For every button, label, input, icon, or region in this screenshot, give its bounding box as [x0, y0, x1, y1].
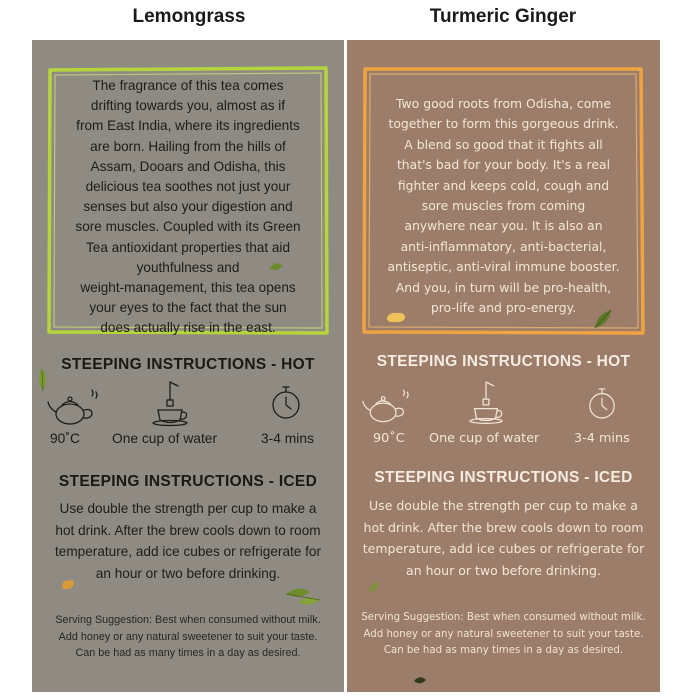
water-value: One cup of water: [112, 431, 218, 446]
desc-line: your eyes to the fact that the sun: [89, 300, 287, 316]
iced-line: Use double the strength per cup to make a: [369, 498, 638, 513]
turmeric-ginger-title: Turmeric Ginger: [429, 6, 577, 27]
iced-instructions: [353, 495, 654, 581]
description-frame: [47, 66, 329, 335]
water-value: One cup of water: [429, 431, 540, 446]
desc-line: delicious tea soothes not just your: [85, 179, 291, 195]
hot-heading: STEEPING INSTRUCTIONS - HOT: [376, 353, 631, 370]
desc-line: youthfulness and: [136, 259, 240, 275]
iced-heading: STEEPING INSTRUCTIONS - ICED: [58, 473, 318, 490]
time-value: 3-4 mins: [261, 431, 314, 446]
steeping-icons: [347, 386, 660, 430]
desc-line: drifting towards you, almost as if: [90, 98, 286, 114]
desc-line: Assam, Dooars and Odisha, this: [90, 158, 286, 174]
time-value: 3-4 mins: [574, 431, 630, 446]
timer-icon: [270, 382, 302, 422]
desc-line: fighter and keeps cold, cough and: [397, 177, 610, 193]
serving-line: Can be had as many times in a day as desired.: [75, 647, 301, 659]
desc-line: The fragrance of this tea comes: [92, 78, 284, 93]
serving-suggestion: [351, 610, 656, 660]
leaf-icon: [367, 580, 381, 594]
iced-line: an hour or two before drinking.: [406, 562, 601, 578]
iced-line: hot drink. After the brew cools down to room: [363, 519, 644, 535]
teacup-icon: [467, 380, 505, 424]
desc-line: And you, in turn will be pro-health,: [395, 279, 612, 295]
serving-suggestion: [36, 612, 340, 662]
serving-line: Serving Suggestion: Best when consumed without milk.: [55, 614, 321, 626]
desc-line: does actually rise in the east.: [100, 320, 276, 336]
desc-line: together to form this gorgeous drink.: [388, 116, 619, 132]
desc-line: weight-management, this tea opens: [80, 280, 296, 296]
ginger-icon: [60, 576, 76, 592]
leaf-icon: [413, 675, 427, 687]
serving-line: Add honey or any natural sweetener to suit your taste.: [58, 630, 318, 643]
teapot-icon: [46, 386, 98, 426]
lemongrass-description: [53, 76, 323, 339]
turmeric-ginger-panel: [347, 40, 660, 692]
desc-line: antiseptic, anti-viral immune booster.: [387, 259, 620, 275]
desc-line: sore muscles from coming: [421, 198, 586, 214]
desc-line: from East India, where its ingredients: [76, 118, 300, 134]
lemongrass-panel: [32, 40, 344, 692]
leaf-icon: [593, 308, 617, 332]
desc-line: pro-life and pro-energy.: [430, 300, 577, 316]
turmeric-icon: [385, 310, 407, 324]
desc-line: senses but also your digestion and: [83, 199, 293, 215]
leaf-icon: [284, 580, 324, 610]
desc-line: are born. Hailing from the hills of: [90, 138, 286, 154]
desc-line: sore muscles. Coupled with its Green: [75, 219, 301, 235]
desc-line: Two good roots from Odisha, come: [396, 96, 611, 111]
serving-line: Add honey or any natural sweetener to suit your taste.: [363, 628, 644, 640]
iced-instructions: [38, 498, 338, 584]
serving-line: Can be had as many times in a day as desired.: [383, 645, 624, 656]
desc-line: that's bad for your body. It's a real: [396, 157, 611, 173]
iced-line: an hour or two before drinking.: [95, 565, 281, 581]
iced-heading: STEEPING INSTRUCTIONS - ICED: [374, 469, 633, 486]
iced-line: hot drink. After the brew cools down to room: [55, 522, 321, 538]
teacup-icon: [150, 380, 190, 426]
temperature-value: 90˚C: [50, 431, 80, 446]
lemongrass-title: Lemongrass: [132, 6, 246, 27]
iced-line: temperature, add ice cubes or refrigerate for: [362, 541, 645, 556]
desc-line: anywhere near you. It is also an: [404, 218, 603, 234]
iced-line: temperature, add ice cubes or refrigerate for: [55, 544, 321, 559]
description-frame: [362, 66, 645, 335]
desc-line: anti-inflammatory, anti-bacterial,: [400, 238, 607, 254]
temperature-value: 90˚C: [373, 431, 405, 446]
serving-line: Serving Suggestion: Best when consumed without milk.: [361, 612, 646, 623]
turmeric-ginger-description: [368, 94, 639, 318]
leaf-icon: [268, 262, 284, 272]
steeping-icons: [32, 386, 344, 430]
timer-icon: [587, 384, 617, 422]
iced-line: Use double the strength per cup to make a: [59, 501, 317, 516]
desc-line: Tea antioxidant properties that aid: [85, 239, 291, 255]
hot-heading: STEEPING INSTRUCTIONS - HOT: [61, 356, 315, 373]
teapot-icon: [361, 386, 409, 424]
desc-line: A blend so good that it fights all: [404, 136, 603, 152]
